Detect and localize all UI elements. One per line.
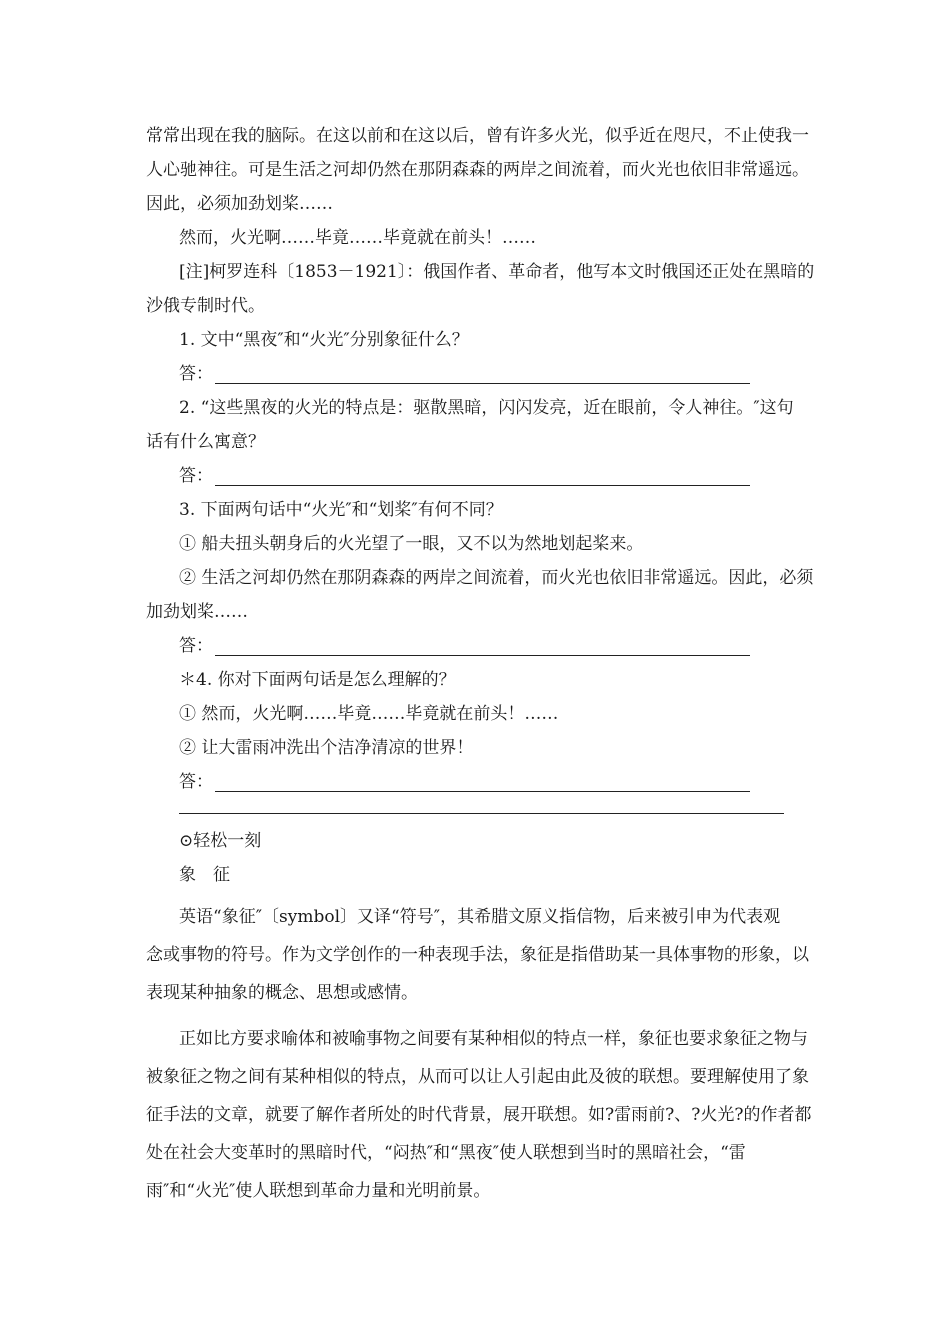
passage-line: 常常出现在我的脑际。在这以前和在这以后，曾有许多火光，似乎近在咫尺，不止使我一	[146, 126, 809, 146]
author-note: [注]柯罗连科〔1853－1921〕：俄国作者、革命者，他写本文时俄国还正处在黑暗的	[179, 262, 815, 282]
relax-paragraph-2-line: 征手法的文章，就要了解作者所处的时代背景，展开联想。如?雷雨前?、?火光?的作者都	[146, 1105, 812, 1125]
answer-4	[146, 765, 806, 799]
question-3: 3. 下面两句话中“火光″和“划桨″有何不同？	[179, 500, 503, 520]
passage-line: 人心驰神往。可是生活之河却仍然在那阴森森的两岸之间流着，而火光也依旧非常遥远。	[146, 160, 809, 180]
question-4-sentence-a: ① 然而，火光啊……毕竟……毕竟就在前头！……	[179, 704, 559, 724]
answer-2	[146, 459, 806, 493]
answer-label: 答：	[179, 636, 213, 656]
relax-paragraph-1-line: 念或事物的符号。作为文学创作的一种表现手法，象征是指借助某一具体事物的形象，以	[146, 945, 809, 965]
answer-3-blank[interactable]	[215, 637, 750, 656]
passage-closing: 然而，火光啊……毕竟……毕竟就在前头！……	[179, 228, 536, 248]
relax-paragraph-2-line: 雨″和“火光″使人联想到革命力量和光明前景。	[146, 1181, 491, 1201]
question-4-sentence-b: ② 让大雷雨冲洗出个洁净清凉的世界！	[179, 738, 474, 758]
relax-paragraph-1-line: 表现某种抽象的概念、思想或感情。	[146, 983, 418, 1003]
answer-label: 答：	[179, 772, 213, 792]
relax-paragraph-2-line: 被象征之物之间有某种相似的特点，从而可以让人引起由此及彼的联想。要理解使用了象	[146, 1067, 809, 1087]
answer-4-blank[interactable]	[215, 773, 750, 792]
question-4: ＊4. 你对下面两句话是怎么理解的？	[179, 670, 456, 690]
relax-section	[146, 824, 812, 1208]
question-2-cont: 话有什么寓意？	[146, 432, 265, 452]
answer-3	[146, 629, 806, 663]
author-note-cont: 沙俄专制时代。	[146, 296, 265, 316]
question-2: 2. “这些黑夜的火光的特点是：驱散黑暗，闪闪发亮，近在眼前，令人神往。″这句	[179, 398, 794, 418]
relax-title: 象 征	[179, 865, 230, 885]
relax-heading: ⊙轻松一刻	[179, 831, 262, 851]
question-3-sentence-b: ② 生活之河却仍然在那阴森森的两岸之间流着，而火光也依旧非常遥远。因此，必须	[179, 568, 814, 588]
answer-label: 答：	[179, 364, 213, 384]
answer-label: 答：	[179, 466, 213, 486]
question-3-sentence-b-cont: 加劲划桨……	[146, 602, 248, 622]
relax-paragraph-2-line: 处在社会大变革时的黑暗时代，“闷热″和“黑夜″使人联想到当时的黑暗社会，“雷	[146, 1143, 746, 1163]
relax-paragraph-2-line: 正如比方要求喻体和被喻事物之间要有某种相似的特点一样，象征也要求象征之物与	[179, 1029, 808, 1049]
question-1: 1. 文中“黑夜″和“火光″分别象征什么？	[179, 330, 469, 350]
passage-continuation	[146, 119, 815, 323]
answer-2-blank[interactable]	[215, 467, 750, 486]
answer-1	[146, 357, 806, 391]
answer-1-blank[interactable]	[215, 365, 750, 384]
answer-4-extra-line[interactable]	[179, 799, 784, 814]
relax-paragraph-1-line: 英语“象征″〔symbol〕又译“符号″，其希腊文原义指信物，后来被引申为代表观	[179, 907, 781, 927]
questions-section	[146, 323, 814, 814]
question-3-sentence-a: ① 船夫扭头朝身后的火光望了一眼，又不以为然地划起桨来。	[179, 534, 644, 554]
passage-line: 因此，必须加劲划桨……	[146, 194, 333, 214]
